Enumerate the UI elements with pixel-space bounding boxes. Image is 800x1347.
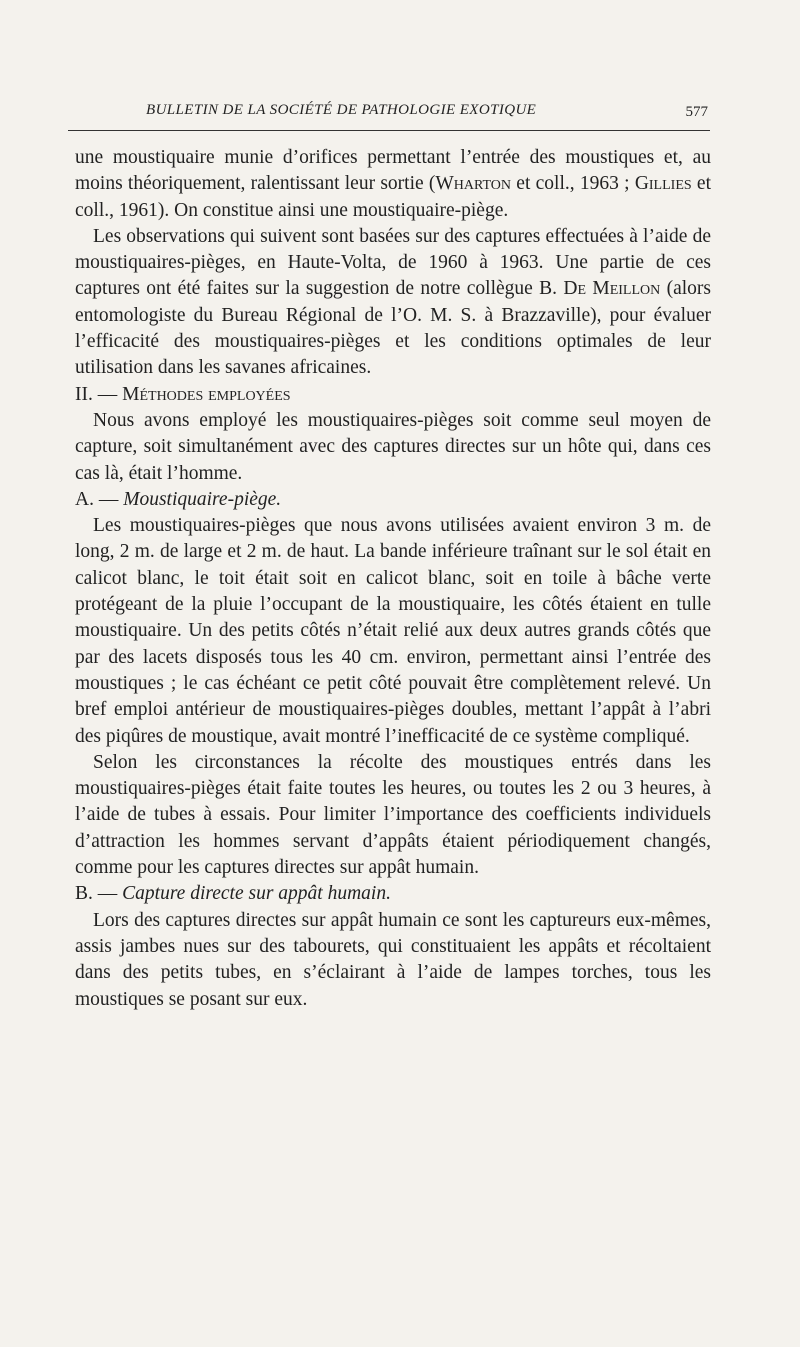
- subsection-number: A. —: [75, 488, 124, 510]
- subsection-number: B. —: [75, 883, 123, 905]
- author-name: De Meillon: [563, 278, 661, 300]
- page-number: 577: [685, 104, 708, 120]
- text-run: (alors entomologiste du Bureau Régional de l’O. M. S. à Brazzaville), pour évaluer l’efficacité des moustiquaires-pièges et les conditions optimales de leur utilisation dans les savanes africaines.: [75, 278, 711, 379]
- subsection-heading-a: [75, 487, 711, 513]
- text-run: Les observations qui suivent sont basées sur des captures effectuées à l’aide de moustiquaires-pièges, en Haute-Volta, de 1960 à 1963. Une partie de ces captures ont été faites sur la suggestion de notre collègue B.: [75, 225, 711, 300]
- paragraph-5: Selon les circonstances la récolte des moustiques entrés dans les moustiquaires-pièges était faite toutes les heures, ou toutes les 2 ou 3 heures, à l’aide de tubes à essais. Pour limiter l’importance des coefficients individuels d’attraction les hommes servant d’appâts étaient périodiquement changés, comme pour les captures directes sur appât humain.: [75, 751, 711, 879]
- subsection-title: Capture directe sur appât humain.: [122, 883, 391, 905]
- running-head: BULLETIN DE LA SOCIÉTÉ DE PATHOLOGIE EXOTIQUE: [146, 102, 537, 118]
- text-run: une moustiquaire munie d’orifices permettant l’entrée des moustiques et, au moins théoriquement, ralentissant leur sortie (: [75, 147, 711, 195]
- subsection-title: Moustiquaire-piège.: [123, 488, 282, 510]
- section-number: II. —: [75, 383, 123, 405]
- body-text: [75, 145, 711, 1013]
- paragraph-4: Les moustiquaires-pièges que nous avons utilisées avaient environ 3 m. de long, 2 m. de large et 2 m. de haut. La bande inférieure traînant sur le sol était en calicot blanc, le toit était soit en calicot blanc, soit en toile à bâche verte protégeant de la pluie l’occupant de la moustiquaire, les côtés étaient en tulle moustiquaire. Un des petits côtés n’était relié aux deux autres grands côtés que par des lacets disposés tous les 40 cm. environ, permettant ainsi l’entrée des moustiques ; le cas échéant ce petit côté pouvait être complètement relevé. Un bref emploi antérieur de moustiquaires-pièges doubles, mettant l’appât à l’abri des piqûres de moustique, avait montré l’inefficacité de ce système compliqué.: [75, 515, 711, 747]
- author-name: Wharton: [435, 173, 512, 195]
- paragraph-1: [75, 145, 711, 224]
- author-name: Gillies: [634, 173, 692, 195]
- section-heading: [75, 382, 711, 408]
- text-run: et coll., 1961). On constitue ainsi une moustiquaire-piège.: [75, 173, 711, 221]
- section-title: Méthodes employées: [122, 383, 291, 405]
- page-header: [68, 100, 710, 131]
- paragraph-6: Lors des captures directes sur appât humain ce sont les captureurs eux-mêmes, assis jambes nues sur des tabourets, qui constituaient les appâts et récoltaient dans des petits tubes, en s’éclairant à l’aide de lampes torches, tous les moustiques se posant sur eux.: [75, 909, 711, 1010]
- subsection-heading-b: [75, 881, 711, 907]
- paragraph-2: [75, 224, 711, 382]
- paragraph-3: Nous avons employé les moustiquaires-pièges soit comme seul moyen de capture, soit simultanément avec des captures directes sur un hôte qui, dans ces cas là, était l’homme.: [75, 409, 711, 484]
- text-run: et coll., 1963 ;: [511, 173, 635, 195]
